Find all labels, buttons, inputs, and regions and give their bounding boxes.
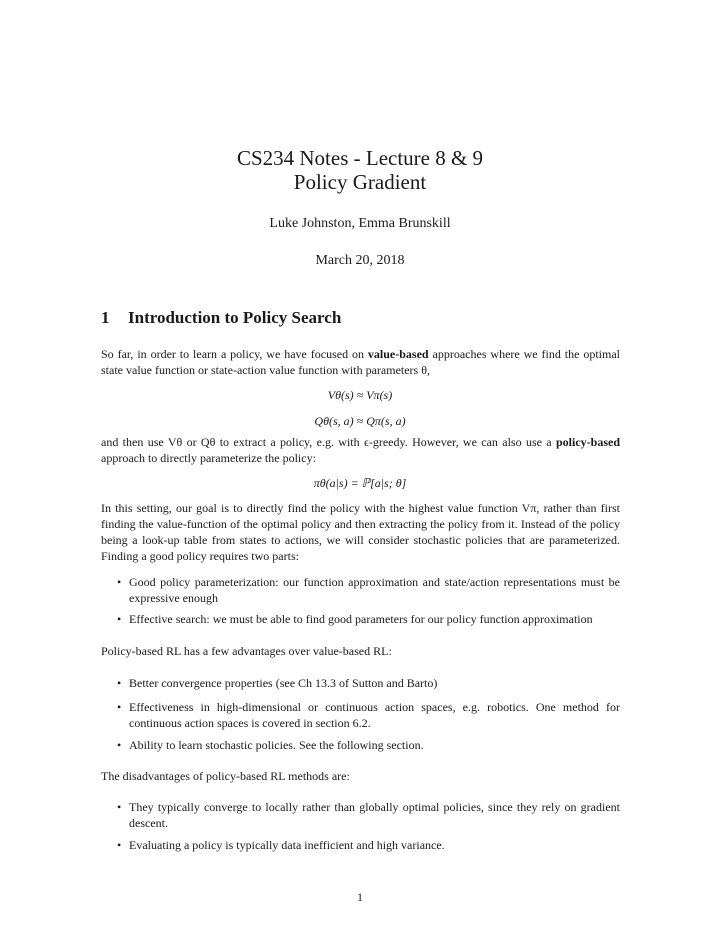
paragraph-1-pre: So far, in order to learn a policy, we have focused on [101,347,368,361]
section-title: Introduction to Policy Search [128,308,342,327]
equation-3: πθ(a|s) = ℙ[a|s; θ] [313,476,407,490]
list-item: Effectiveness in high-dimensional or continuous action spaces, e.g. robotics. One method for continuous action spaces is covered in section 6.2. [129,700,620,730]
bullet-dot: • [117,838,122,852]
list-item: Effective search: we must be able to find good parameters for our policy function approximation [129,612,593,626]
paragraph-2-pre: and then use Vθ or Qθ to extract a policy, e.g. with ϵ-greedy. However, we can also use a [101,435,556,449]
list-item: They typically converge to locally rather than globally optimal policies, since they rely on gradient descent. [129,800,620,830]
authors: Luke Johnston, Emma Brunskill [269,216,451,231]
equation-1: Vθ(s) ≈ Vπ(s) [327,388,393,402]
paragraph-2 [101,434,620,466]
bullet-dot: • [117,575,122,589]
list-item: Better convergence properties (see Ch 13.3 of Sutton and Barto) [129,676,438,690]
date: March 20, 2018 [315,253,405,268]
bullet-dot: • [117,612,122,626]
paragraph-1 [101,346,620,378]
bullet-dot: • [117,676,122,690]
paragraph-1-bold: value-based [367,347,429,361]
document-title: CS234 Notes - Lecture 8 & 9 [236,146,484,170]
page-number: 1 [357,890,363,904]
list-item: Ability to learn stochastic policies. See the following section. [129,738,424,752]
equation-2: Qθ(s, a) ≈ Qπ(s, a) [314,414,406,428]
paragraph-2-post: approach to directly parameterize the policy: [101,451,316,465]
list-item: Evaluating a policy is typically data inefficient and high variance. [129,838,445,852]
list-item: Good policy parameterization: our function approximation and state/action representations must be expressive enough [129,575,620,605]
paragraph-5: The disadvantages of policy-based RL methods are: [101,769,350,783]
paragraph-4: Policy-based RL has a few advantages over value-based RL: [101,644,392,658]
paragraph-1-post: approaches where we find the optimal state value function or state-action value function with parameters θ, [101,347,621,377]
section-number: 1 [101,308,110,327]
bullet-dot: • [117,800,122,814]
section-heading [101,308,341,328]
paragraph-2-bold: policy-based [555,435,620,449]
bullet-dot: • [117,700,122,714]
bullet-dot: • [117,738,122,752]
paragraph-3: In this setting, our goal is to directly find the policy with the highest value function Vπ, rather than first finding the value-function of the optimal policy and then extracting the policy from it. Instead of the policy being a look-up table from states to actions, we will consider stochastic policies that are parameterized. Finding a good policy requires two parts: [101,501,620,563]
document-subtitle: Policy Gradient [293,170,427,194]
